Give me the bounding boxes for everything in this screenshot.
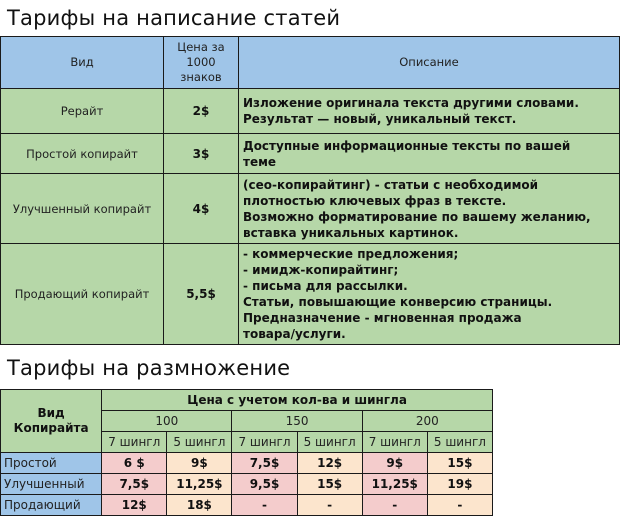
price-cell: 9,5$ [232,474,297,495]
column-header-shingle: 7 шингл [362,432,427,453]
table-row [1,174,620,244]
price-cell: 3$ [164,134,239,174]
kind-cell: Простой копирайт [1,134,164,174]
column-header-quantity: 150 [232,411,362,432]
price-cell: 4$ [164,174,239,244]
table-row [1,453,493,474]
replication-tariffs-table [0,389,493,516]
price-cell: - [297,495,362,516]
column-header-price: Цена за 1000 знаков [164,37,239,89]
column-header-kind: Вид [1,37,164,89]
row-label: Простой [1,453,102,474]
price-cell: 11,25$ [362,474,427,495]
row-label: Улучшенный [1,474,102,495]
table-row [1,89,620,134]
writing-tariffs-table [0,36,620,345]
column-header-quantity: 200 [362,411,492,432]
column-header-quantity: 100 [102,411,232,432]
price-cell: 12$ [102,495,167,516]
kind-cell: Рерайт [1,89,164,134]
price-cell: 6 $ [102,453,167,474]
column-header-price-group: Цена с учетом кол-ва и шингла [102,390,493,411]
table-header-row [1,37,620,89]
writing-tariffs-title: Тарифы на написание статей [7,6,341,30]
price-cell: 15$ [297,474,362,495]
description-cell: Изложение оригинала текста другими словами. Результат — новый, уникальный текст. [239,89,620,134]
description-cell: (сео-копирайтинг) - статьи с необходимой плотностью ключевых фраз в тексте. Возможно форматирование по вашему желанию, вставка уникальных картинок. [239,174,620,244]
price-cell: 11,25$ [167,474,232,495]
description-cell: - коммерческие предложения; - имидж-копирайтинг; - письма для рассылки. Статьи, повышающие конверсию страницы. Предназначение - мгновенная продажа товара/услуги. [239,244,620,345]
description-cell: Доступные информационные тексты по вашей теме [239,134,620,174]
kind-cell: Продающий копирайт [1,244,164,345]
replication-tariffs-title: Тарифы на размножение [7,356,291,380]
price-cell: 2$ [164,89,239,134]
column-header-shingle: 7 шингл [232,432,297,453]
table-row [1,134,620,174]
price-cell: 15$ [427,453,492,474]
row-label: Продающий [1,495,102,516]
price-cell: 9$ [362,453,427,474]
table-row [1,244,620,345]
column-header-shingle: 7 шингл [102,432,167,453]
price-cell: 12$ [297,453,362,474]
table-row [1,474,493,495]
price-cell: - [232,495,297,516]
column-header-description: Описание [239,37,620,89]
price-cell: 9$ [167,453,232,474]
table-header-row [1,390,493,411]
price-cell: - [362,495,427,516]
column-header-kind: Вид Копирайта [1,390,102,453]
price-cell: 7,5$ [232,453,297,474]
price-cell: 5,5$ [164,244,239,345]
column-header-shingle: 5 шингл [167,432,232,453]
price-cell: 7,5$ [102,474,167,495]
price-cell: 18$ [167,495,232,516]
table-row [1,495,493,516]
price-cell: - [427,495,492,516]
column-header-shingle: 5 шингл [297,432,362,453]
column-header-shingle: 5 шингл [427,432,492,453]
price-cell: 19$ [427,474,492,495]
kind-cell: Улучшенный копирайт [1,174,164,244]
